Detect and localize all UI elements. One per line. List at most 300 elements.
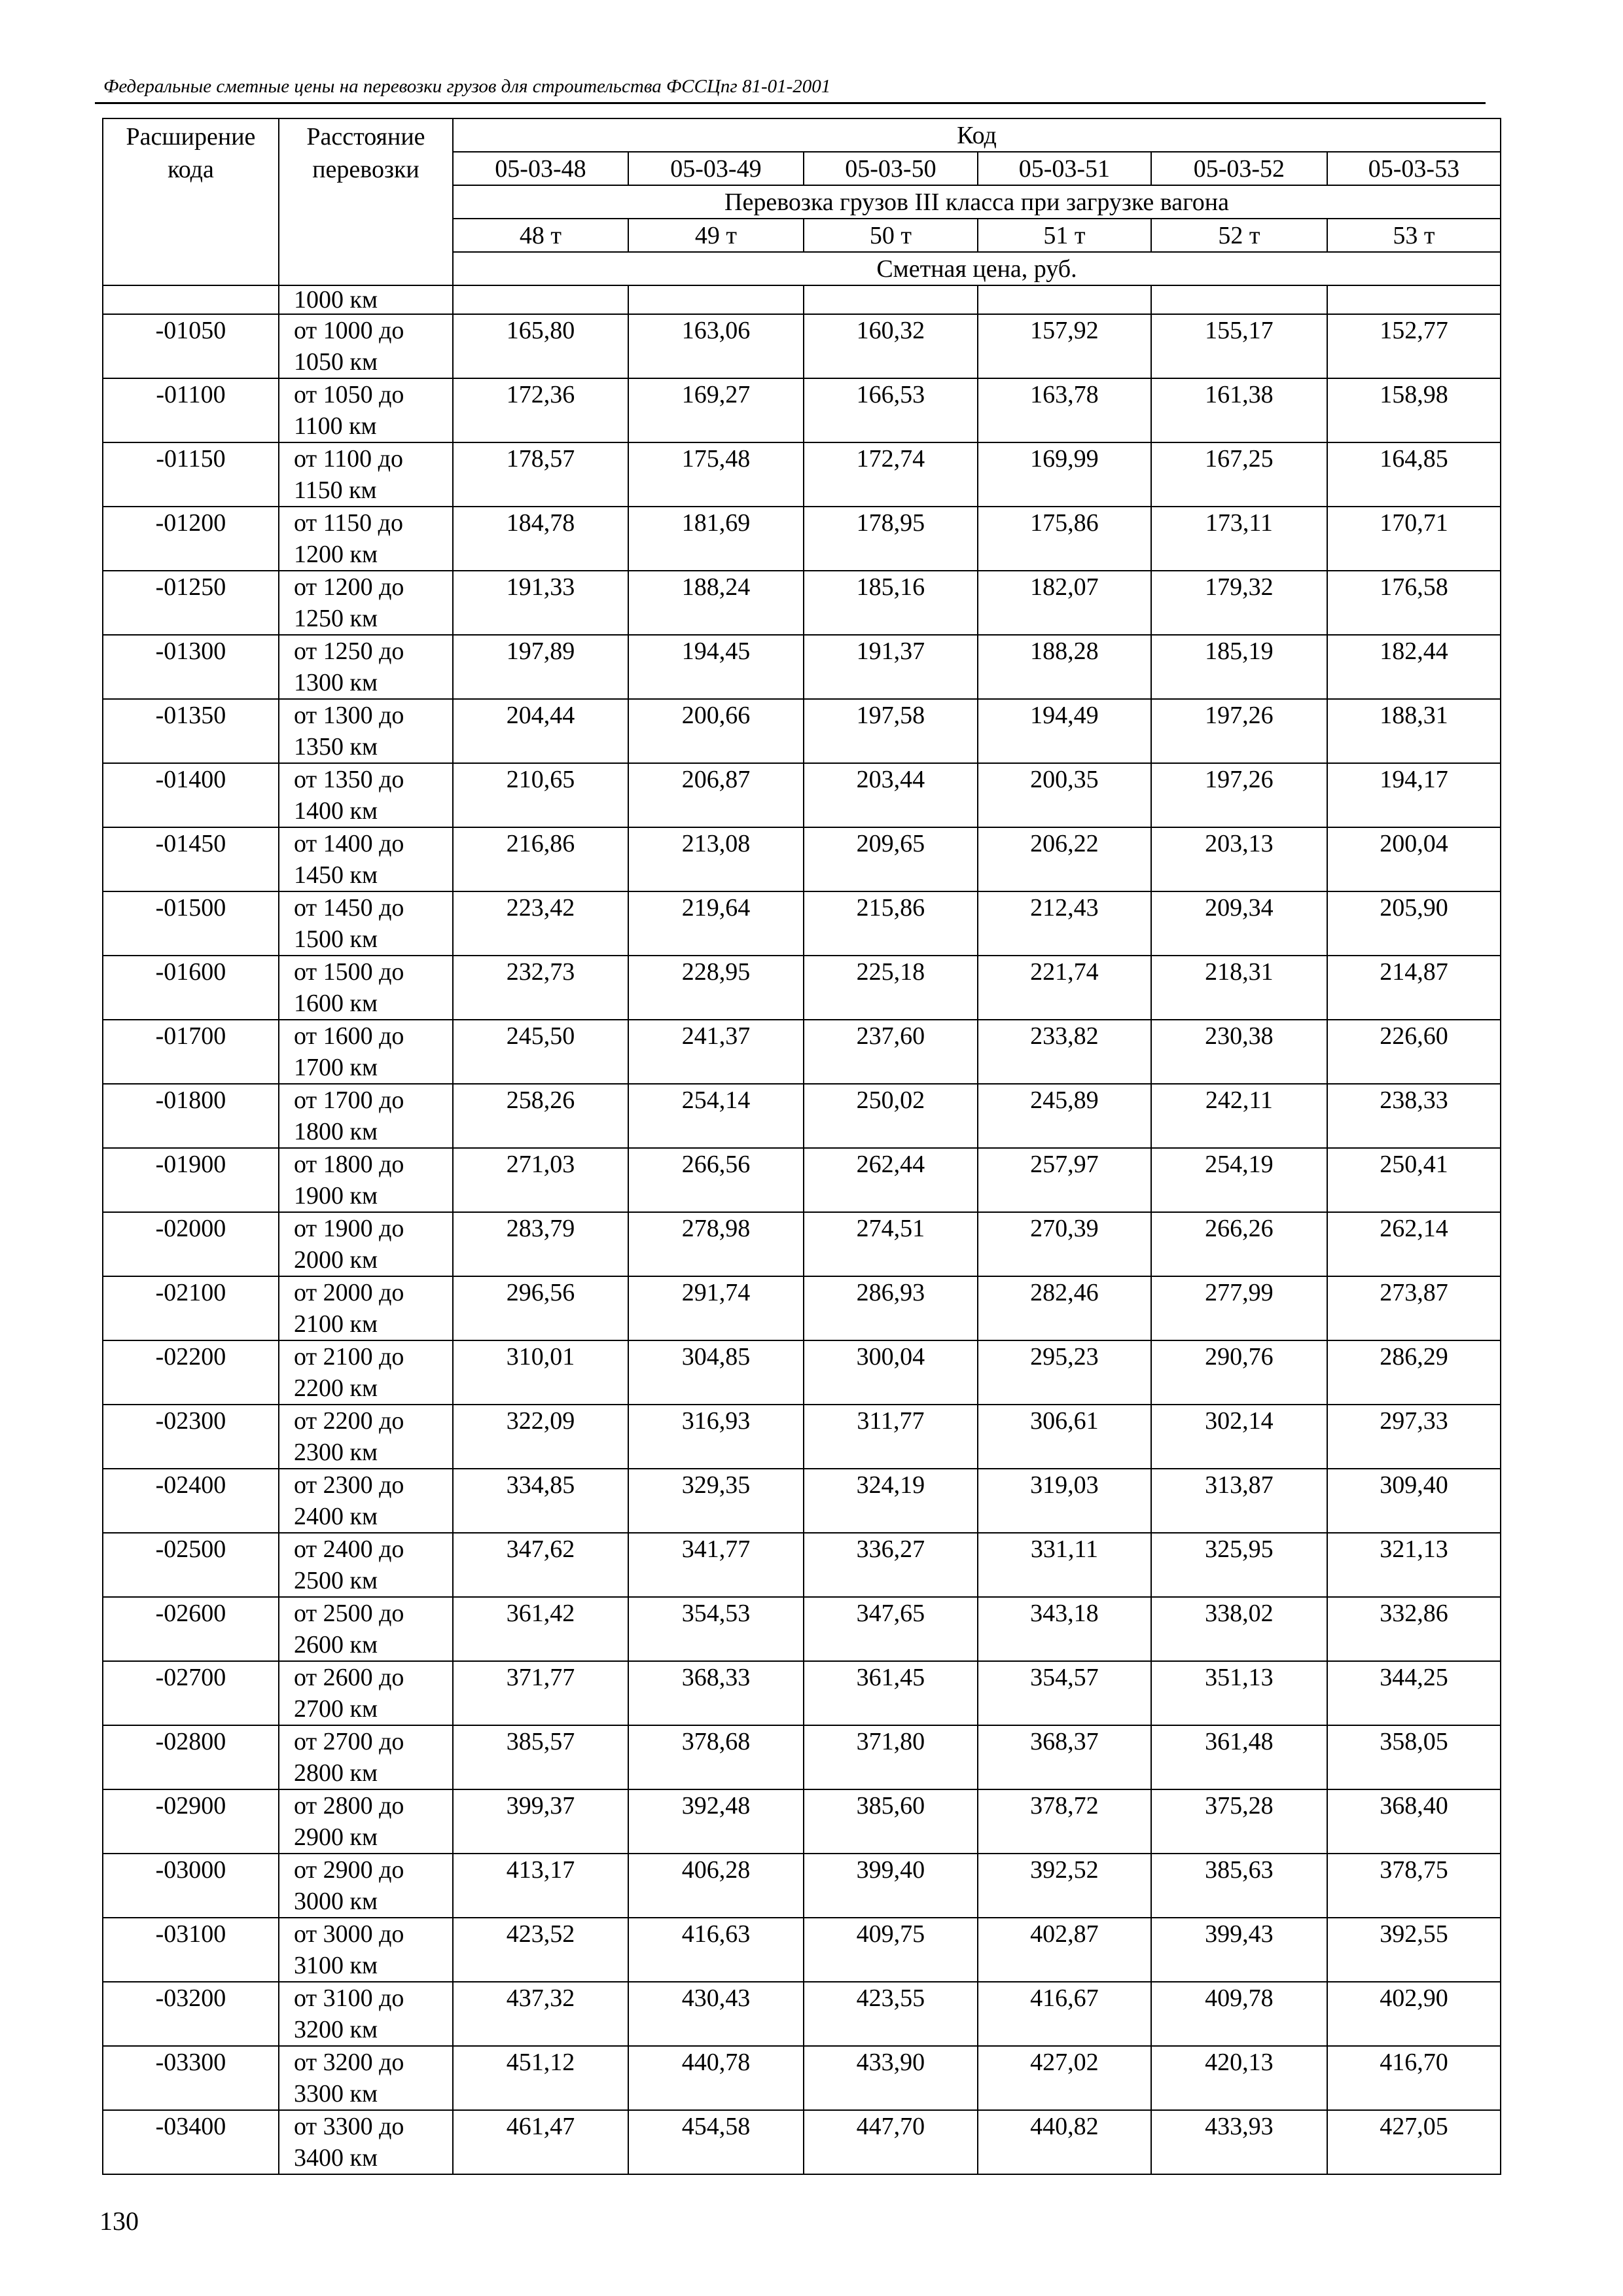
- table-row: [103, 314, 1501, 378]
- dist-cell: [279, 571, 453, 635]
- dist-line: 1400 км: [293, 797, 378, 825]
- value-cell: 271,03: [453, 1148, 628, 1212]
- dist-line: 1600 км: [293, 990, 378, 1017]
- table-row: [103, 571, 1501, 635]
- value-cell: 283,79: [453, 1212, 628, 1276]
- col-dist-header: Расстояние перевозки: [279, 118, 453, 285]
- dist-line: от 1150 до: [293, 509, 404, 537]
- value-cell: 197,26: [1151, 763, 1327, 827]
- value-cell: 160,32: [804, 314, 978, 378]
- dist-line: от 1450 до: [293, 894, 404, 922]
- value-cell: 262,14: [1327, 1212, 1501, 1276]
- value-cell: 182,44: [1327, 635, 1501, 699]
- value-cell: 226,60: [1327, 1020, 1501, 1084]
- value-cell: 169,99: [978, 442, 1151, 507]
- value-cell: 166,53: [804, 378, 978, 442]
- value-cell: 254,19: [1151, 1148, 1327, 1212]
- dist-line: от 2600 до: [293, 1664, 404, 1691]
- table-row: [103, 1533, 1501, 1597]
- value-cell: 440,82: [978, 2110, 1151, 2174]
- value-cell: 212,43: [978, 891, 1151, 956]
- value-cell: 433,93: [1151, 2110, 1327, 2174]
- value-cell: 325,95: [1151, 1533, 1327, 1597]
- ext-cell: -01450: [103, 827, 279, 891]
- value-cell: 258,26: [453, 1084, 628, 1148]
- dist-line: 2300 км: [293, 1439, 378, 1466]
- value-cell: 451,12: [453, 2046, 628, 2110]
- table-row: [103, 699, 1501, 763]
- table-row: [103, 1469, 1501, 1533]
- value-cell: 278,98: [628, 1212, 804, 1276]
- tonnage-cell: 53 т: [1327, 219, 1501, 252]
- value-cell: 430,43: [628, 1982, 804, 2046]
- ext-cell: -03400: [103, 2110, 279, 2174]
- table-row: [103, 1725, 1501, 1789]
- dist-line: от 2700 до: [293, 1728, 404, 1755]
- value-cell: 184,78: [453, 507, 628, 571]
- table-row: [103, 1340, 1501, 1405]
- dist-line: 1200 км: [293, 541, 378, 568]
- dist-line: 3200 км: [293, 2016, 378, 2043]
- value-cell: 368,33: [628, 1661, 804, 1725]
- value-cell: 286,93: [804, 1276, 978, 1340]
- dist-line: 3000 км: [293, 1888, 378, 1915]
- value-cell: 461,47: [453, 2110, 628, 2174]
- dist-line: от 2300 до: [293, 1471, 404, 1499]
- value-cell: 454,58: [628, 2110, 804, 2174]
- value-cell: 163,78: [978, 378, 1151, 442]
- value-cell: 334,85: [453, 1469, 628, 1533]
- value-cell: 392,48: [628, 1789, 804, 1854]
- value-cell: 358,05: [1327, 1725, 1501, 1789]
- dist-line: от 3200 до: [293, 2049, 404, 2076]
- dist-line: 1100 км: [293, 412, 377, 440]
- value-cell: 169,27: [628, 378, 804, 442]
- code-cell: 05-03-53: [1327, 152, 1501, 185]
- ext-cell: -01050: [103, 314, 279, 378]
- value-cell: 250,41: [1327, 1148, 1501, 1212]
- value-cell: 233,82: [978, 1020, 1151, 1084]
- value-cell: 423,52: [453, 1918, 628, 1982]
- dist-cell: [279, 1084, 453, 1148]
- ext-cell: -02400: [103, 1469, 279, 1533]
- code-cell: 05-03-52: [1151, 152, 1327, 185]
- dist-cell: 1000 км: [279, 285, 453, 314]
- page-number: 130: [99, 2206, 139, 2236]
- dist-line: от 1250 до: [293, 637, 404, 665]
- value-cell: 354,53: [628, 1597, 804, 1661]
- ext-cell: -03000: [103, 1854, 279, 1918]
- dist-line: 1250 км: [293, 605, 378, 632]
- ext-cell: -02300: [103, 1405, 279, 1469]
- value-cell: [628, 285, 804, 314]
- value-cell: 172,36: [453, 378, 628, 442]
- value-cell: 209,65: [804, 827, 978, 891]
- value-cell: 385,60: [804, 1789, 978, 1854]
- ext-cell: -02500: [103, 1533, 279, 1597]
- table-row: [103, 827, 1501, 891]
- value-cell: 237,60: [804, 1020, 978, 1084]
- cargo-class-subtitle: Перевозка грузов III класса при загрузке вагона: [453, 185, 1501, 219]
- dist-cell: [279, 1276, 453, 1340]
- dist-cell: [279, 699, 453, 763]
- value-cell: 309,40: [1327, 1469, 1501, 1533]
- dist-line: 3400 км: [293, 2144, 378, 2172]
- dist-line: от 1200 до: [293, 573, 404, 601]
- table-row: [103, 1212, 1501, 1276]
- dist-line: 1500 км: [293, 925, 378, 953]
- value-cell: 191,37: [804, 635, 978, 699]
- value-cell: 225,18: [804, 956, 978, 1020]
- dist-line: 2100 км: [293, 1310, 378, 1338]
- ext-cell: -03100: [103, 1918, 279, 1982]
- dist-line: от 2000 до: [293, 1279, 404, 1306]
- value-cell: 286,29: [1327, 1340, 1501, 1405]
- table-row: [103, 1148, 1501, 1212]
- value-cell: 266,56: [628, 1148, 804, 1212]
- table-row: [103, 2046, 1501, 2110]
- table-row: [103, 1084, 1501, 1148]
- running-header: Федеральные сметные цены на перевозки грузов для строительства ФССЦпг 81-01-2001: [103, 76, 831, 97]
- ext-cell: -02000: [103, 1212, 279, 1276]
- table-row: [103, 891, 1501, 956]
- value-cell: 351,13: [1151, 1661, 1327, 1725]
- value-cell: 347,62: [453, 1533, 628, 1597]
- value-cell: 215,86: [804, 891, 978, 956]
- value-cell: 304,85: [628, 1340, 804, 1405]
- dist-cell: [279, 1020, 453, 1084]
- value-cell: 157,92: [978, 314, 1151, 378]
- value-cell: 416,67: [978, 1982, 1151, 2046]
- dist-line: 1300 км: [293, 669, 378, 696]
- value-cell: 361,45: [804, 1661, 978, 1725]
- value-cell: [1151, 285, 1327, 314]
- dist-cell: [279, 1725, 453, 1789]
- value-cell: 241,37: [628, 1020, 804, 1084]
- value-cell: 197,89: [453, 635, 628, 699]
- price-label: Сметная цена, руб.: [453, 252, 1501, 285]
- dist-line: от 3000 до: [293, 1920, 404, 1948]
- dist-cell: [279, 2046, 453, 2110]
- value-cell: 188,31: [1327, 699, 1501, 763]
- table-row: [103, 378, 1501, 442]
- value-cell: 178,95: [804, 507, 978, 571]
- value-cell: 297,33: [1327, 1405, 1501, 1469]
- value-cell: 368,40: [1327, 1789, 1501, 1854]
- ext-cell: -01500: [103, 891, 279, 956]
- value-cell: 310,01: [453, 1340, 628, 1405]
- value-cell: 378,72: [978, 1789, 1151, 1854]
- value-cell: 311,77: [804, 1405, 978, 1469]
- value-cell: 306,61: [978, 1405, 1151, 1469]
- dist-line: от 1350 до: [293, 766, 404, 793]
- value-cell: 232,73: [453, 956, 628, 1020]
- dist-line: 1050 км: [293, 348, 378, 376]
- value-cell: 219,64: [628, 891, 804, 956]
- value-cell: 191,33: [453, 571, 628, 635]
- value-cell: 347,65: [804, 1597, 978, 1661]
- value-cell: 155,17: [1151, 314, 1327, 378]
- value-cell: 423,55: [804, 1982, 978, 2046]
- value-cell: 447,70: [804, 2110, 978, 2174]
- dist-line: 2400 км: [293, 1503, 378, 1530]
- value-cell: 238,33: [1327, 1084, 1501, 1148]
- code-header: Код: [453, 118, 1501, 152]
- table-row: [103, 1020, 1501, 1084]
- ext-cell: -01200: [103, 507, 279, 571]
- value-cell: 427,05: [1327, 2110, 1501, 2174]
- value-cell: 214,87: [1327, 956, 1501, 1020]
- value-cell: 409,78: [1151, 1982, 1327, 2046]
- value-cell: 164,85: [1327, 442, 1501, 507]
- ext-cell: -02100: [103, 1276, 279, 1340]
- value-cell: 185,16: [804, 571, 978, 635]
- ext-cell: -01100: [103, 378, 279, 442]
- dist-cell: [279, 1661, 453, 1725]
- dist-line: от 1700 до: [293, 1086, 404, 1114]
- value-cell: 273,87: [1327, 1276, 1501, 1340]
- table-row: [103, 635, 1501, 699]
- tonnage-cell: 48 т: [453, 219, 628, 252]
- value-cell: 158,98: [1327, 378, 1501, 442]
- value-cell: 274,51: [804, 1212, 978, 1276]
- value-cell: 378,75: [1327, 1854, 1501, 1918]
- value-cell: 344,25: [1327, 1661, 1501, 1725]
- value-cell: 257,97: [978, 1148, 1151, 1212]
- value-cell: 282,46: [978, 1276, 1151, 1340]
- dist-line: 1350 км: [293, 733, 378, 761]
- ext-cell: -01800: [103, 1084, 279, 1148]
- table-row: [103, 956, 1501, 1020]
- value-cell: [453, 285, 628, 314]
- value-cell: 245,89: [978, 1084, 1151, 1148]
- value-cell: 223,42: [453, 891, 628, 956]
- ext-cell: -01350: [103, 699, 279, 763]
- value-cell: 176,58: [1327, 571, 1501, 635]
- value-cell: 194,45: [628, 635, 804, 699]
- table-row-continuation: [103, 285, 1501, 314]
- ext-cell: -01400: [103, 763, 279, 827]
- value-cell: 200,35: [978, 763, 1151, 827]
- value-cell: 416,70: [1327, 2046, 1501, 2110]
- dist-cell: [279, 1597, 453, 1661]
- value-cell: 392,55: [1327, 1918, 1501, 1982]
- code-cell: 05-03-48: [453, 152, 628, 185]
- dist-cell: [279, 1148, 453, 1212]
- value-cell: 361,48: [1151, 1725, 1327, 1789]
- table-row: [103, 507, 1501, 571]
- dist-cell: [279, 1405, 453, 1469]
- value-cell: 316,93: [628, 1405, 804, 1469]
- value-cell: 433,90: [804, 2046, 978, 2110]
- value-cell: 402,90: [1327, 1982, 1501, 2046]
- dist-line: от 2400 до: [293, 1535, 404, 1563]
- ext-cell: -02800: [103, 1725, 279, 1789]
- dist-line: 2500 км: [293, 1567, 378, 1594]
- dist-line: 1700 км: [293, 1054, 378, 1081]
- value-cell: 167,25: [1151, 442, 1327, 507]
- value-cell: 291,74: [628, 1276, 804, 1340]
- tonnage-cell: 49 т: [628, 219, 804, 252]
- value-cell: 178,57: [453, 442, 628, 507]
- dist-line: от 1300 до: [293, 702, 404, 729]
- value-cell: 270,39: [978, 1212, 1151, 1276]
- dist-line: от 2500 до: [293, 1600, 404, 1627]
- dist-line: от 3300 до: [293, 2113, 404, 2140]
- dist-cell: [279, 442, 453, 507]
- code-cell: 05-03-51: [978, 152, 1151, 185]
- dist-line: от 1050 до: [293, 381, 404, 408]
- value-cell: 262,44: [804, 1148, 978, 1212]
- value-cell: 354,57: [978, 1661, 1151, 1725]
- code-cell: 05-03-49: [628, 152, 804, 185]
- value-cell: 290,76: [1151, 1340, 1327, 1405]
- dist-cell: [279, 1533, 453, 1597]
- value-cell: 194,17: [1327, 763, 1501, 827]
- dist-cell: [279, 1918, 453, 1982]
- value-cell: 209,34: [1151, 891, 1327, 956]
- dist-line: 3100 км: [293, 1952, 378, 1979]
- value-cell: 188,24: [628, 571, 804, 635]
- dist-line: от 1400 до: [293, 830, 404, 857]
- ext-cell: [103, 285, 279, 314]
- value-cell: 179,32: [1151, 571, 1327, 635]
- table-row: [103, 1854, 1501, 1918]
- table-row: [103, 1405, 1501, 1469]
- code-cell: 05-03-50: [804, 152, 978, 185]
- value-cell: 254,14: [628, 1084, 804, 1148]
- dist-cell: [279, 378, 453, 442]
- value-cell: [978, 285, 1151, 314]
- value-cell: 329,35: [628, 1469, 804, 1533]
- dist-cell: [279, 1854, 453, 1918]
- value-cell: 361,42: [453, 1597, 628, 1661]
- value-cell: 402,87: [978, 1918, 1151, 1982]
- dist-line: 2700 км: [293, 1695, 378, 1723]
- value-cell: 277,99: [1151, 1276, 1327, 1340]
- dist-line: 2600 км: [293, 1631, 378, 1659]
- value-cell: 218,31: [1151, 956, 1327, 1020]
- value-cell: 203,13: [1151, 827, 1327, 891]
- value-cell: 182,07: [978, 571, 1151, 635]
- ext-cell: -03200: [103, 1982, 279, 2046]
- dist-cell: [279, 1212, 453, 1276]
- dist-line: от 3100 до: [293, 1984, 404, 2012]
- col-ext-header: Расширение кода: [103, 118, 279, 285]
- value-cell: 440,78: [628, 2046, 804, 2110]
- ext-cell: -01150: [103, 442, 279, 507]
- ext-cell: -01300: [103, 635, 279, 699]
- value-cell: [1327, 285, 1501, 314]
- ext-cell: -02900: [103, 1789, 279, 1854]
- dist-line: от 2100 до: [293, 1343, 404, 1371]
- dist-line: от 1600 до: [293, 1022, 404, 1050]
- value-cell: 266,26: [1151, 1212, 1327, 1276]
- value-cell: 173,11: [1151, 507, 1327, 571]
- value-cell: 165,80: [453, 314, 628, 378]
- value-cell: 230,38: [1151, 1020, 1327, 1084]
- dist-line: 2200 км: [293, 1374, 378, 1402]
- dist-line: от 2800 до: [293, 1792, 404, 1820]
- value-cell: 399,37: [453, 1789, 628, 1854]
- value-cell: 204,44: [453, 699, 628, 763]
- dist-cell: [279, 1340, 453, 1405]
- value-cell: 427,02: [978, 2046, 1151, 2110]
- value-cell: 194,49: [978, 699, 1151, 763]
- value-cell: 409,75: [804, 1918, 978, 1982]
- table-row: [103, 1661, 1501, 1725]
- value-cell: 341,77: [628, 1533, 804, 1597]
- dist-cell: [279, 507, 453, 571]
- ext-cell: -02700: [103, 1661, 279, 1725]
- dist-line: от 1100 до: [293, 445, 404, 473]
- dist-cell: [279, 635, 453, 699]
- value-cell: [804, 285, 978, 314]
- value-cell: 437,32: [453, 1982, 628, 2046]
- value-cell: 420,13: [1151, 2046, 1327, 2110]
- value-cell: 152,77: [1327, 314, 1501, 378]
- value-cell: 300,04: [804, 1340, 978, 1405]
- dist-cell: [279, 1789, 453, 1854]
- value-cell: 216,86: [453, 827, 628, 891]
- ext-cell: -02600: [103, 1597, 279, 1661]
- value-cell: 172,74: [804, 442, 978, 507]
- tonnage-cell: 51 т: [978, 219, 1151, 252]
- value-cell: 368,37: [978, 1725, 1151, 1789]
- value-cell: 392,52: [978, 1854, 1151, 1918]
- dist-line: от 1500 до: [293, 958, 404, 986]
- value-cell: 385,57: [453, 1725, 628, 1789]
- table-row: [103, 2110, 1501, 2174]
- ext-cell: -01250: [103, 571, 279, 635]
- value-cell: 399,40: [804, 1854, 978, 1918]
- dist-cell: [279, 891, 453, 956]
- value-cell: 197,58: [804, 699, 978, 763]
- table-row: [103, 442, 1501, 507]
- dist-line: 1150 км: [293, 476, 377, 504]
- dist-line: 1900 км: [293, 1182, 378, 1210]
- value-cell: 245,50: [453, 1020, 628, 1084]
- value-cell: 416,63: [628, 1918, 804, 1982]
- value-cell: 250,02: [804, 1084, 978, 1148]
- table-row: [103, 1276, 1501, 1340]
- table-row: [103, 1597, 1501, 1661]
- value-cell: 242,11: [1151, 1084, 1327, 1148]
- dist-line: 2900 км: [293, 1823, 378, 1851]
- value-cell: 221,74: [978, 956, 1151, 1020]
- value-cell: 371,77: [453, 1661, 628, 1725]
- value-cell: 205,90: [1327, 891, 1501, 956]
- value-cell: 331,11: [978, 1533, 1151, 1597]
- value-cell: 413,17: [453, 1854, 628, 1918]
- value-cell: 302,14: [1151, 1405, 1327, 1469]
- value-cell: 332,86: [1327, 1597, 1501, 1661]
- tonnage-cell: 50 т: [804, 219, 978, 252]
- header-rule: [95, 102, 1486, 104]
- value-cell: 313,87: [1151, 1469, 1327, 1533]
- dist-cell: [279, 1982, 453, 2046]
- dist-cell: [279, 2110, 453, 2174]
- value-cell: 206,87: [628, 763, 804, 827]
- dist-line: 1450 км: [293, 861, 378, 889]
- value-cell: 385,63: [1151, 1854, 1327, 1918]
- value-cell: 170,71: [1327, 507, 1501, 571]
- value-cell: 324,19: [804, 1469, 978, 1533]
- ext-cell: -01900: [103, 1148, 279, 1212]
- dist-line: от 2900 до: [293, 1856, 404, 1884]
- dist-line: 1800 км: [293, 1118, 378, 1145]
- value-cell: 175,86: [978, 507, 1151, 571]
